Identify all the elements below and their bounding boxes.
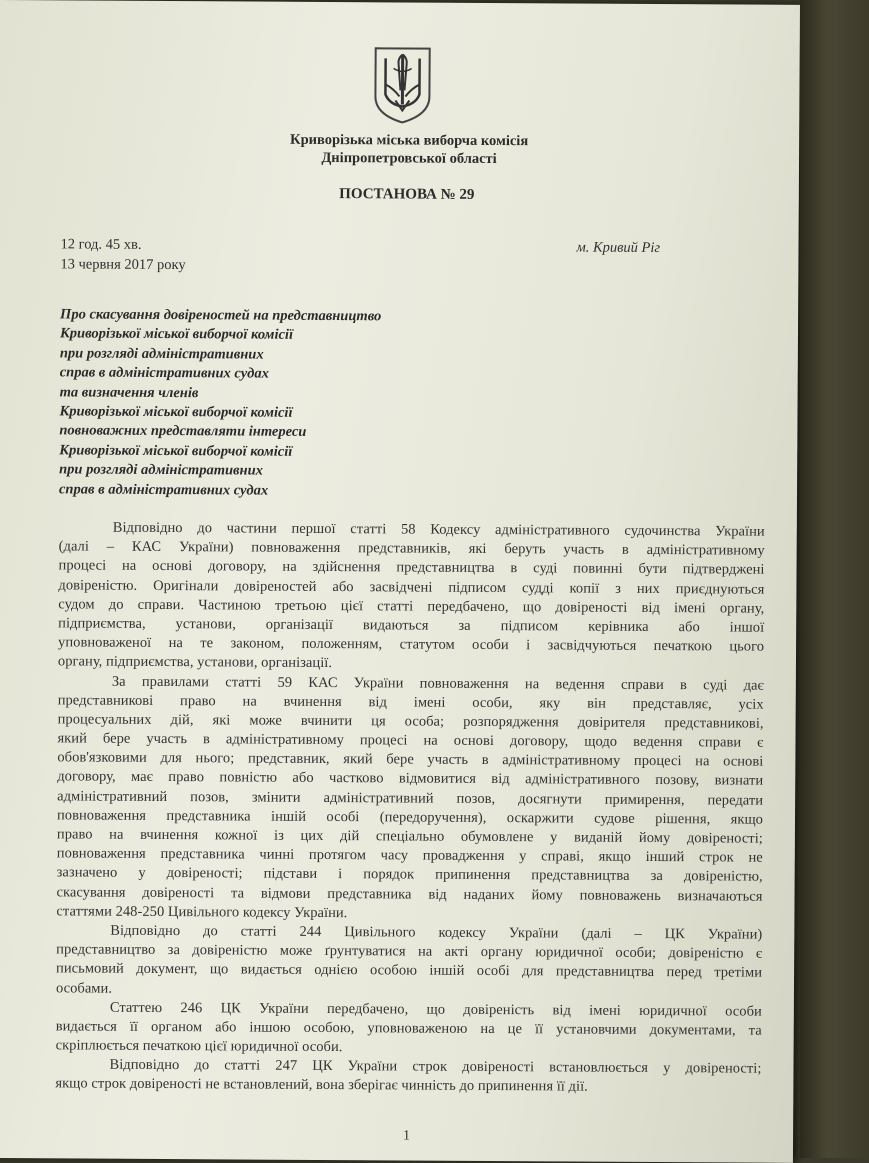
body-line: зазначено у довіреності; підстави і порядок припинення представництва за довіреністю,	[56, 864, 763, 886]
subject-line: Про скасування довіреностей на представництво	[60, 306, 382, 325]
session-time: 12 год. 45 хв.	[60, 236, 142, 253]
body-line: особами.	[55, 979, 113, 997]
background-surface	[800, 0, 869, 1158]
body-line: Статтею 246 ЦК України передбачено, що довіреність від імені юридичної особи	[109, 999, 762, 1020]
body-line: Відповідно до частини першої статті 58 Кодексу адміністративного судочинства України	[112, 519, 765, 540]
body-line: довіреністю. Оригінали довіреностей або засвідчені підписом судді копії з них приєднуються	[58, 576, 765, 598]
body-line: повноваження представника чинні протягом часу провадження у справі, якщо інший строк не	[56, 845, 763, 866]
body-line: процесі на основі договору, на здійснення представництва в суді повинні бути підтверджені	[58, 557, 765, 579]
document-city: м. Кривий Ріг	[576, 239, 661, 257]
subject-heading	[59, 305, 381, 501]
body-line: якщо строк довіреності не встановлений, вона зберігає чинність до припинення її дії.	[55, 1075, 588, 1096]
subject-line: Криворізької міської виборчої комісії	[59, 403, 293, 421]
body-line: уповноваженої на те законом, положенням, статутом особи і засвідчуються печаткою цього	[58, 634, 765, 655]
body-line: письмовий документ, що видається однією особою іншій особі для представництва перед третіми	[56, 960, 763, 981]
body-line: скасування довіреності та відмови представника від наданих йому повноважень визначаються	[56, 883, 763, 905]
body-line: представникові право на вчинення від імені особи, яку він представляє, усіх	[57, 692, 764, 713]
body-line: повноваження представника іншій особі (передоручення), оскаржити судове рішення, якщо	[56, 807, 764, 828]
body-line: Відповідно до статті 247 ЦК України строк довіреності встановлюється у довіреності;	[109, 1056, 762, 1077]
subject-line: повноважних представляти інтереси	[59, 422, 307, 441]
body-line: За правилами статті 59 КАС України повноваження на ведення справи в суді дає	[111, 673, 764, 694]
body-line: Відповідно до статті 244 Цивільного кодексу України (далі – ЦК України)	[110, 922, 763, 943]
subject-line: та визначення членів	[59, 383, 199, 401]
body-line: адміністративний позов, змінити адміністративний позов, досягнути примирення, передати	[57, 787, 764, 809]
commission-name: Криворізька міська виборча комісія	[290, 131, 529, 150]
body-line: представництво за довіреністю може ґрунтуватися на акті органу юридичної особи; довіреністю є	[56, 941, 763, 962]
document-date: 13 червня 2017 року	[60, 256, 186, 274]
subject-line: Криворізької міської виборчої комісії	[59, 442, 293, 460]
document-body	[55, 518, 765, 1098]
body-line: видається її органом або іншою особою, уповноваженою на це її установчими документами, та	[55, 1018, 762, 1039]
page-number: 1	[403, 1128, 411, 1144]
subject-line: справ в адміністративних судах	[59, 364, 269, 382]
body-line: процесуальних дій, які може вчинити ця особа; розпорядження довірителя представникові,	[57, 711, 764, 732]
tryzub-emblem-icon	[371, 44, 433, 126]
body-line: судом до справи. Частиною третьою цієї статті передбачено, що довіреності від імені органу,	[58, 596, 765, 617]
body-line: статтями 248-250 Цивільного кодексу України.	[56, 903, 348, 921]
body-line: органу, підприємства, установи, організації.	[57, 653, 333, 672]
body-line: договору, має право повністю або частково відмовитися від адміністративного позову, визнати	[57, 768, 764, 790]
document-title: ПОСТАНОВА № 29	[339, 186, 475, 203]
subject-line: при розгляді адміністративних	[59, 345, 264, 363]
subject-line: справ в адміністративних судах	[58, 480, 269, 499]
subject-line: при розгляді адміністративних	[59, 461, 263, 479]
body-line: підприємства, установи, організації видаються за підписом керівника або іншої	[58, 615, 765, 636]
subject-line: Криворізької міської виборчої комісії	[59, 325, 294, 344]
body-line: скріплюється печаткою цієї юридичної особи.	[55, 1037, 343, 1056]
body-line: право на вчинення кожної із цих дій спеціально обумовлене у виданій йому довіреності;	[56, 826, 763, 847]
commission-region: Дніпропетровської області	[321, 149, 497, 168]
body-line: який бере участь в адміністративному процесі на основі договору, щодо ведення справи є	[57, 730, 764, 751]
body-line: (далі – КАС України) повноваження представників, які беруть участь в адміністративному	[58, 538, 765, 559]
body-line: обов'язковими для нього; представник, який бере участь в адміністративному процесі на основі	[57, 749, 764, 770]
